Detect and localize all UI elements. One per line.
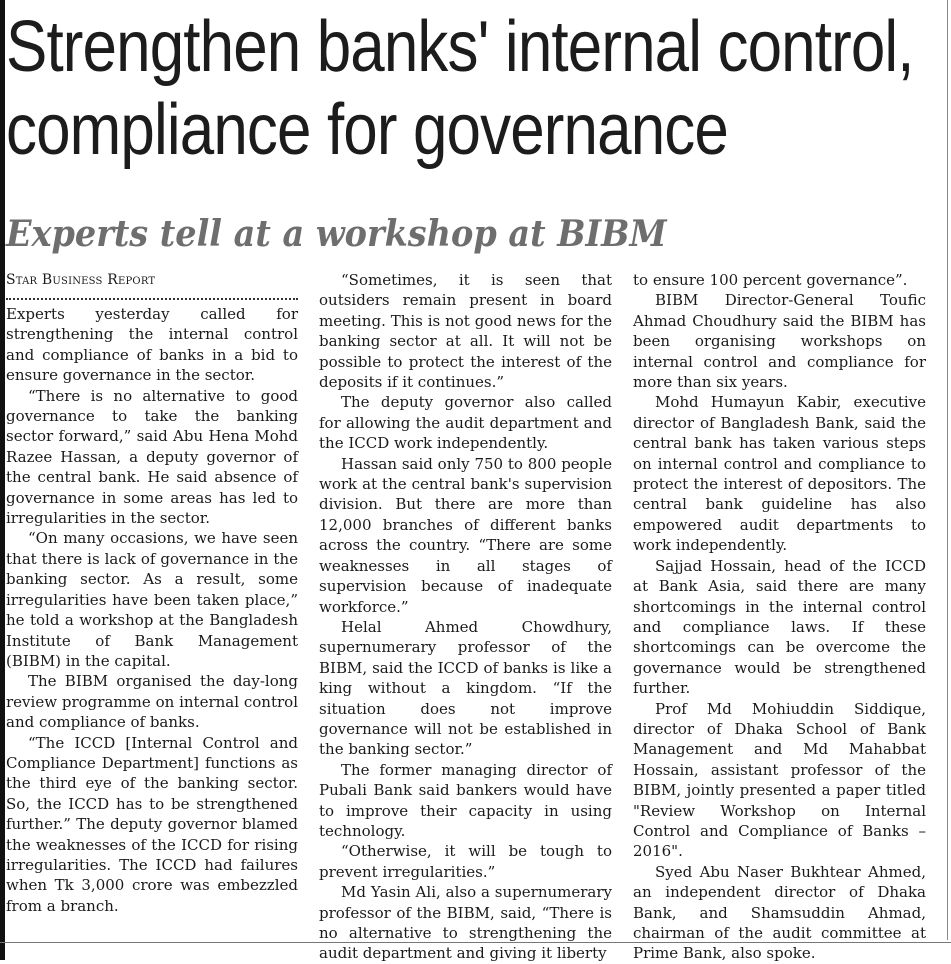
paragraph: “The ICCD [Internal Control and Compliance Department] functions as the third eye of the banking sector. So, the ICCD has to be strengthened further.” The deputy governor blamed the weaknesses of the ICCD for rising irregularities. The ICCD had failures when Tk 3,000 crore was embezzled from a branch. <box>6 733 298 915</box>
paragraph: Hassan said only 750 to 800 people work at the central bank's supervision division. But there are more than 12,000 branches of different banks across the country. “There are some weaknesses in all stages of supervision because of inadequate workforce.” <box>319 454 612 616</box>
paragraph: Syed Abu Naser Bukhtear Ahmed, an independent director of Dhaka Bank, and Shamsuddin Ahmad, chairman of the audit committee at Prime Bank, also spoke. <box>633 862 926 963</box>
paragraph: Sajjad Hossain, head of the ICCD at Bank Asia, said there are many shortcomings in the internal control and compliance laws. If these shortcomings can be overcome the governance would be strengthened further. <box>633 556 926 698</box>
paragraph: “Otherwise, it will be tough to prevent irregularities.” <box>319 842 612 881</box>
paragraph: to ensure 100 percent governance”. <box>633 271 908 289</box>
paragraph: Md Yasin Ali, also a supernumerary professor of the BIBM, said, “There is no alternative to strengthening the audit department and giving it liberty <box>319 883 612 963</box>
headline <box>6 6 914 172</box>
paragraph: BIBM Director-General Toufic Ahmad Choudhury said the BIBM has been organising workshops on internal control and compliance for more than six years. <box>633 291 926 392</box>
paragraph: Mohd Humayun Kabir, executive director of Bangladesh Bank, said the central bank has taken various steps on internal control and compliance to protect the interest of depositors. The central bank guideline has also empowered audit departments to work independently. <box>633 393 926 555</box>
paragraph: The BIBM organised the day-long review programme on internal control and compliance of banks. <box>6 672 298 732</box>
left-margin-bar <box>0 0 5 960</box>
paragraph: The deputy governor also called for allowing the audit department and the ICCD work independently. <box>319 393 612 453</box>
paragraph: Experts yesterday called for strengthening the internal control and compliance of banks in a bid to ensure governance in the sector. <box>6 305 298 385</box>
paragraph: “Sometimes, it is seen that outsiders remain present in board meeting. This is not good news for the banking sector at all. It will not be possible to protect the interest of the deposits if it continues.” <box>319 271 612 392</box>
right-column-rule <box>947 0 948 940</box>
paragraph: Prof Md Mohiuddin Siddique, director of Dhaka School of Bank Management and Md Mahabbat Hossain, assistant professor of the BIBM, jointly presented a paper titled "Review Workshop on Internal Control and Compliance of Banks – 2016". <box>633 699 926 861</box>
paragraph: Helal Ahmed Chowdhury, supernumerary professor of the BIBM, said the ICCD of banks is like a king without a kingdom. “If the situation does not improve governance will not be established in the banking sector.” <box>319 617 612 759</box>
paragraph: “There is no alternative to good governance to take the banking sector forward,” said Abu Hena Mohd Razee Hassan, a deputy governor of the central bank. He said absence of governance in some areas has led to irregularities in the sector. <box>6 386 298 528</box>
subheadline: Experts tell at a workshop at BIBM <box>6 213 667 255</box>
paragraph: The former managing director of Pubali Bank said bankers would have to improve their capacity in using technology. <box>319 760 612 840</box>
byline-dotted-divider <box>6 298 298 300</box>
article-column-1 <box>6 270 298 916</box>
article-column-3 <box>633 270 926 964</box>
headline-line-2: compliance for governance <box>6 90 728 170</box>
article-column-2 <box>319 270 612 964</box>
byline: Star Business Report <box>6 272 156 288</box>
headline-line-1: Strengthen banks' internal control, <box>6 7 914 87</box>
bottom-rule <box>0 942 951 943</box>
paragraph: “On many occasions, we have seen that there is lack of governance in the banking sector. As a result, some irregularities have been taken place,” he told a workshop at the Bangladesh Institute of Bank Management (BIBM) in the capital. <box>6 529 298 670</box>
